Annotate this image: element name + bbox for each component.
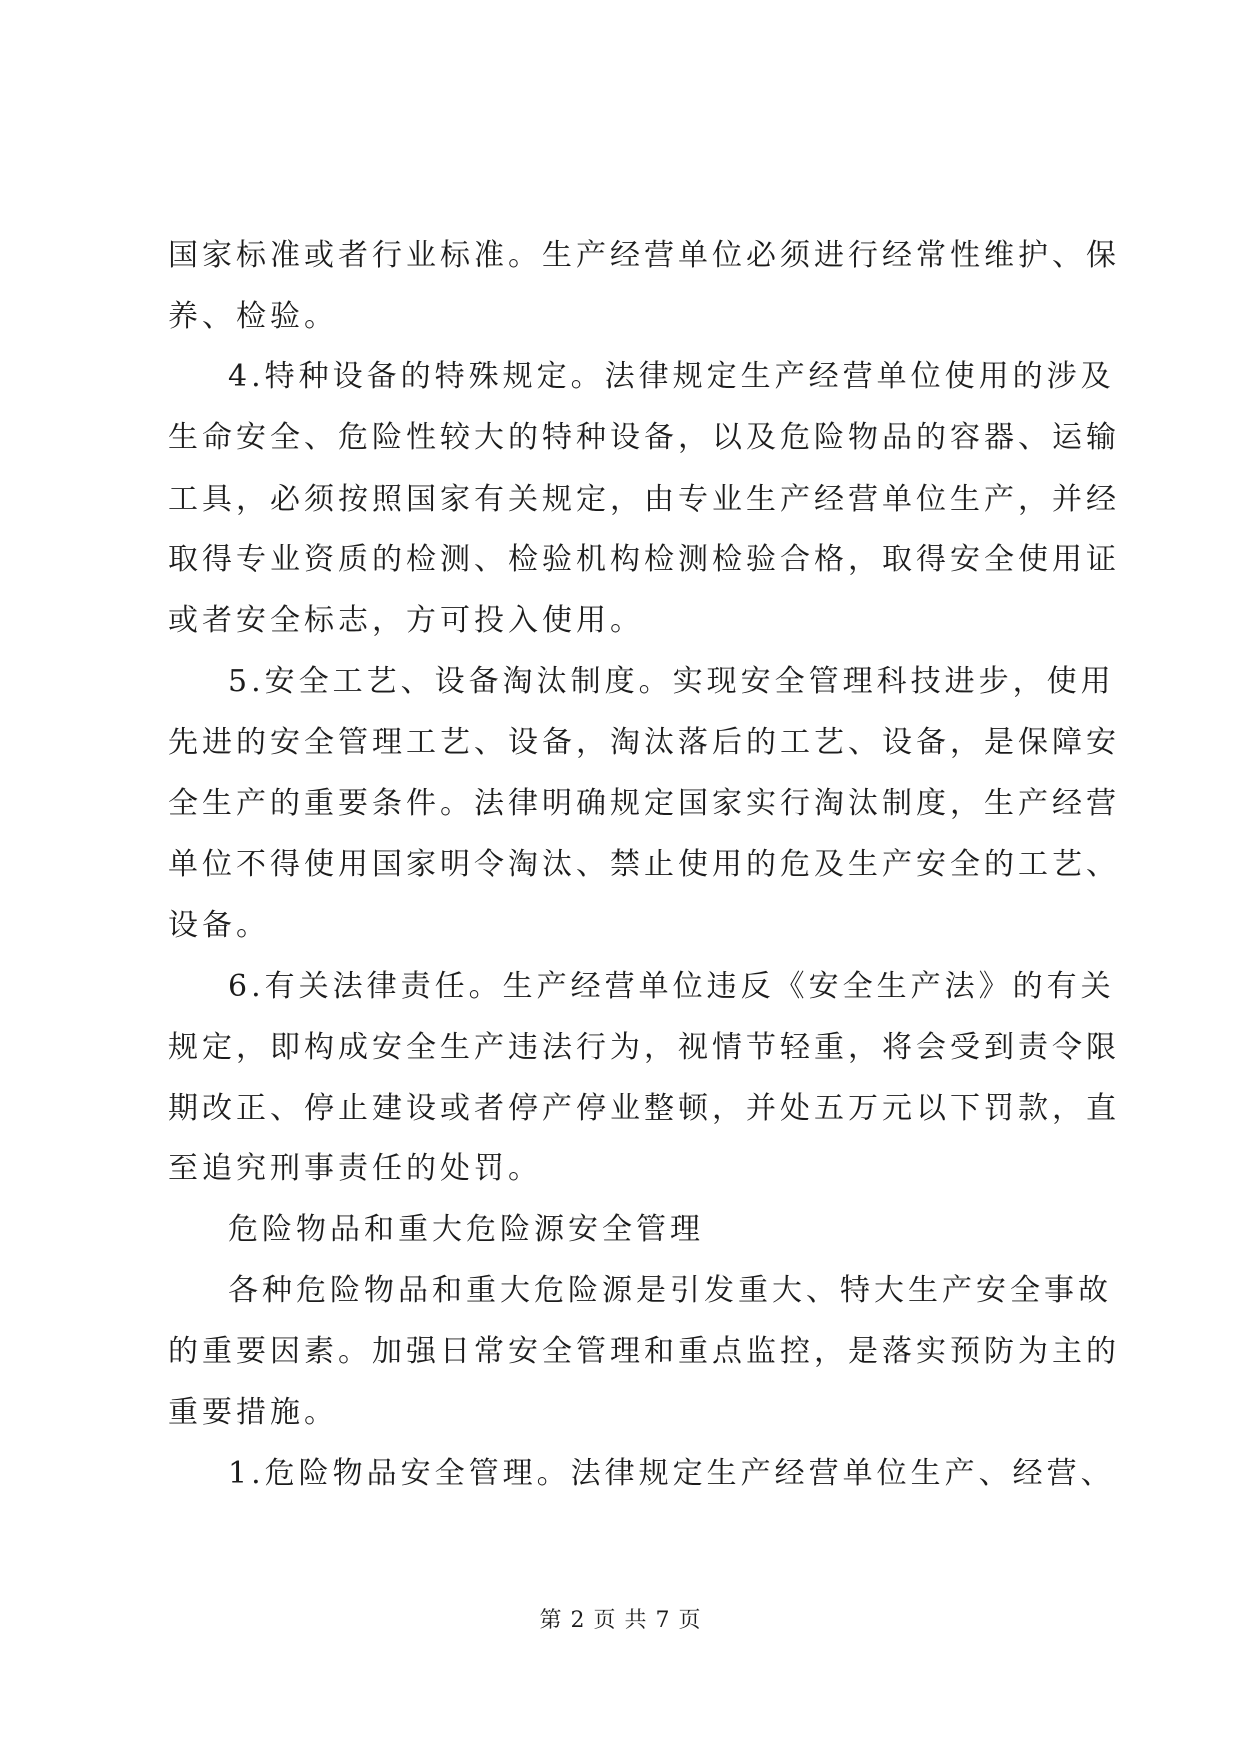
text-line: 全生产的重要条件。法律明确规定国家实行淘汰制度，生产经营 (168, 786, 1120, 821)
text-line: 先进的安全管理工艺、设备，淘汰落后的工艺、设备，是保障安 (168, 725, 1120, 760)
paragraph-start-line: 6.有关法律责任。生产经营单位违反《安全生产法》的有关 (228, 969, 1115, 1004)
text-line: 或者安全标志，方可投入使用。 (168, 603, 644, 638)
paragraph-start-line: 1.危险物品安全管理。法律规定生产经营单位生产、经营、 (228, 1456, 1115, 1491)
text-line: 养、检验。 (168, 299, 338, 334)
text-line: 重要措施。 (168, 1395, 338, 1430)
text-line: 工具，必须按照国家有关规定，由专业生产经营单位生产，并经 (168, 482, 1120, 517)
paragraph-start-line: 各种危险物品和重大危险源是引发重大、特大生产安全事故 (228, 1273, 1112, 1308)
text-line: 的重要因素。加强日常安全管理和重点监控，是落实预防为主的 (168, 1334, 1120, 1369)
text-line: 期改正、停止建设或者停产停业整顿，并处五万元以下罚款，直 (168, 1091, 1120, 1126)
text-line: 至追究刑事责任的处罚。 (168, 1151, 542, 1186)
text-line: 规定，即构成安全生产违法行为，视情节轻重，将会受到责令限 (168, 1030, 1120, 1065)
section-heading: 危险物品和重大危险源安全管理 (228, 1212, 704, 1247)
text-line: 取得专业资质的检测、检验机构检测检验合格，取得安全使用证 (168, 542, 1120, 577)
text-line: 国家标准或者行业标准。生产经营单位必须进行经常性维护、保 (168, 238, 1120, 273)
paragraph-start-line: 4.特种设备的特殊规定。法律规定生产经营单位使用的涉及 (228, 359, 1115, 394)
text-line: 生命安全、危险性较大的特种设备，以及危险物品的容器、运输 (168, 420, 1120, 455)
page-number-footer: 第 2 页 共 7 页 (539, 1608, 702, 1633)
text-line: 单位不得使用国家明令淘汰、禁止使用的危及生产安全的工艺、 (168, 847, 1120, 882)
paragraph-start-line: 5.安全工艺、设备淘汰制度。实现安全管理科技进步，使用 (228, 664, 1115, 699)
text-line: 设备。 (168, 908, 270, 943)
